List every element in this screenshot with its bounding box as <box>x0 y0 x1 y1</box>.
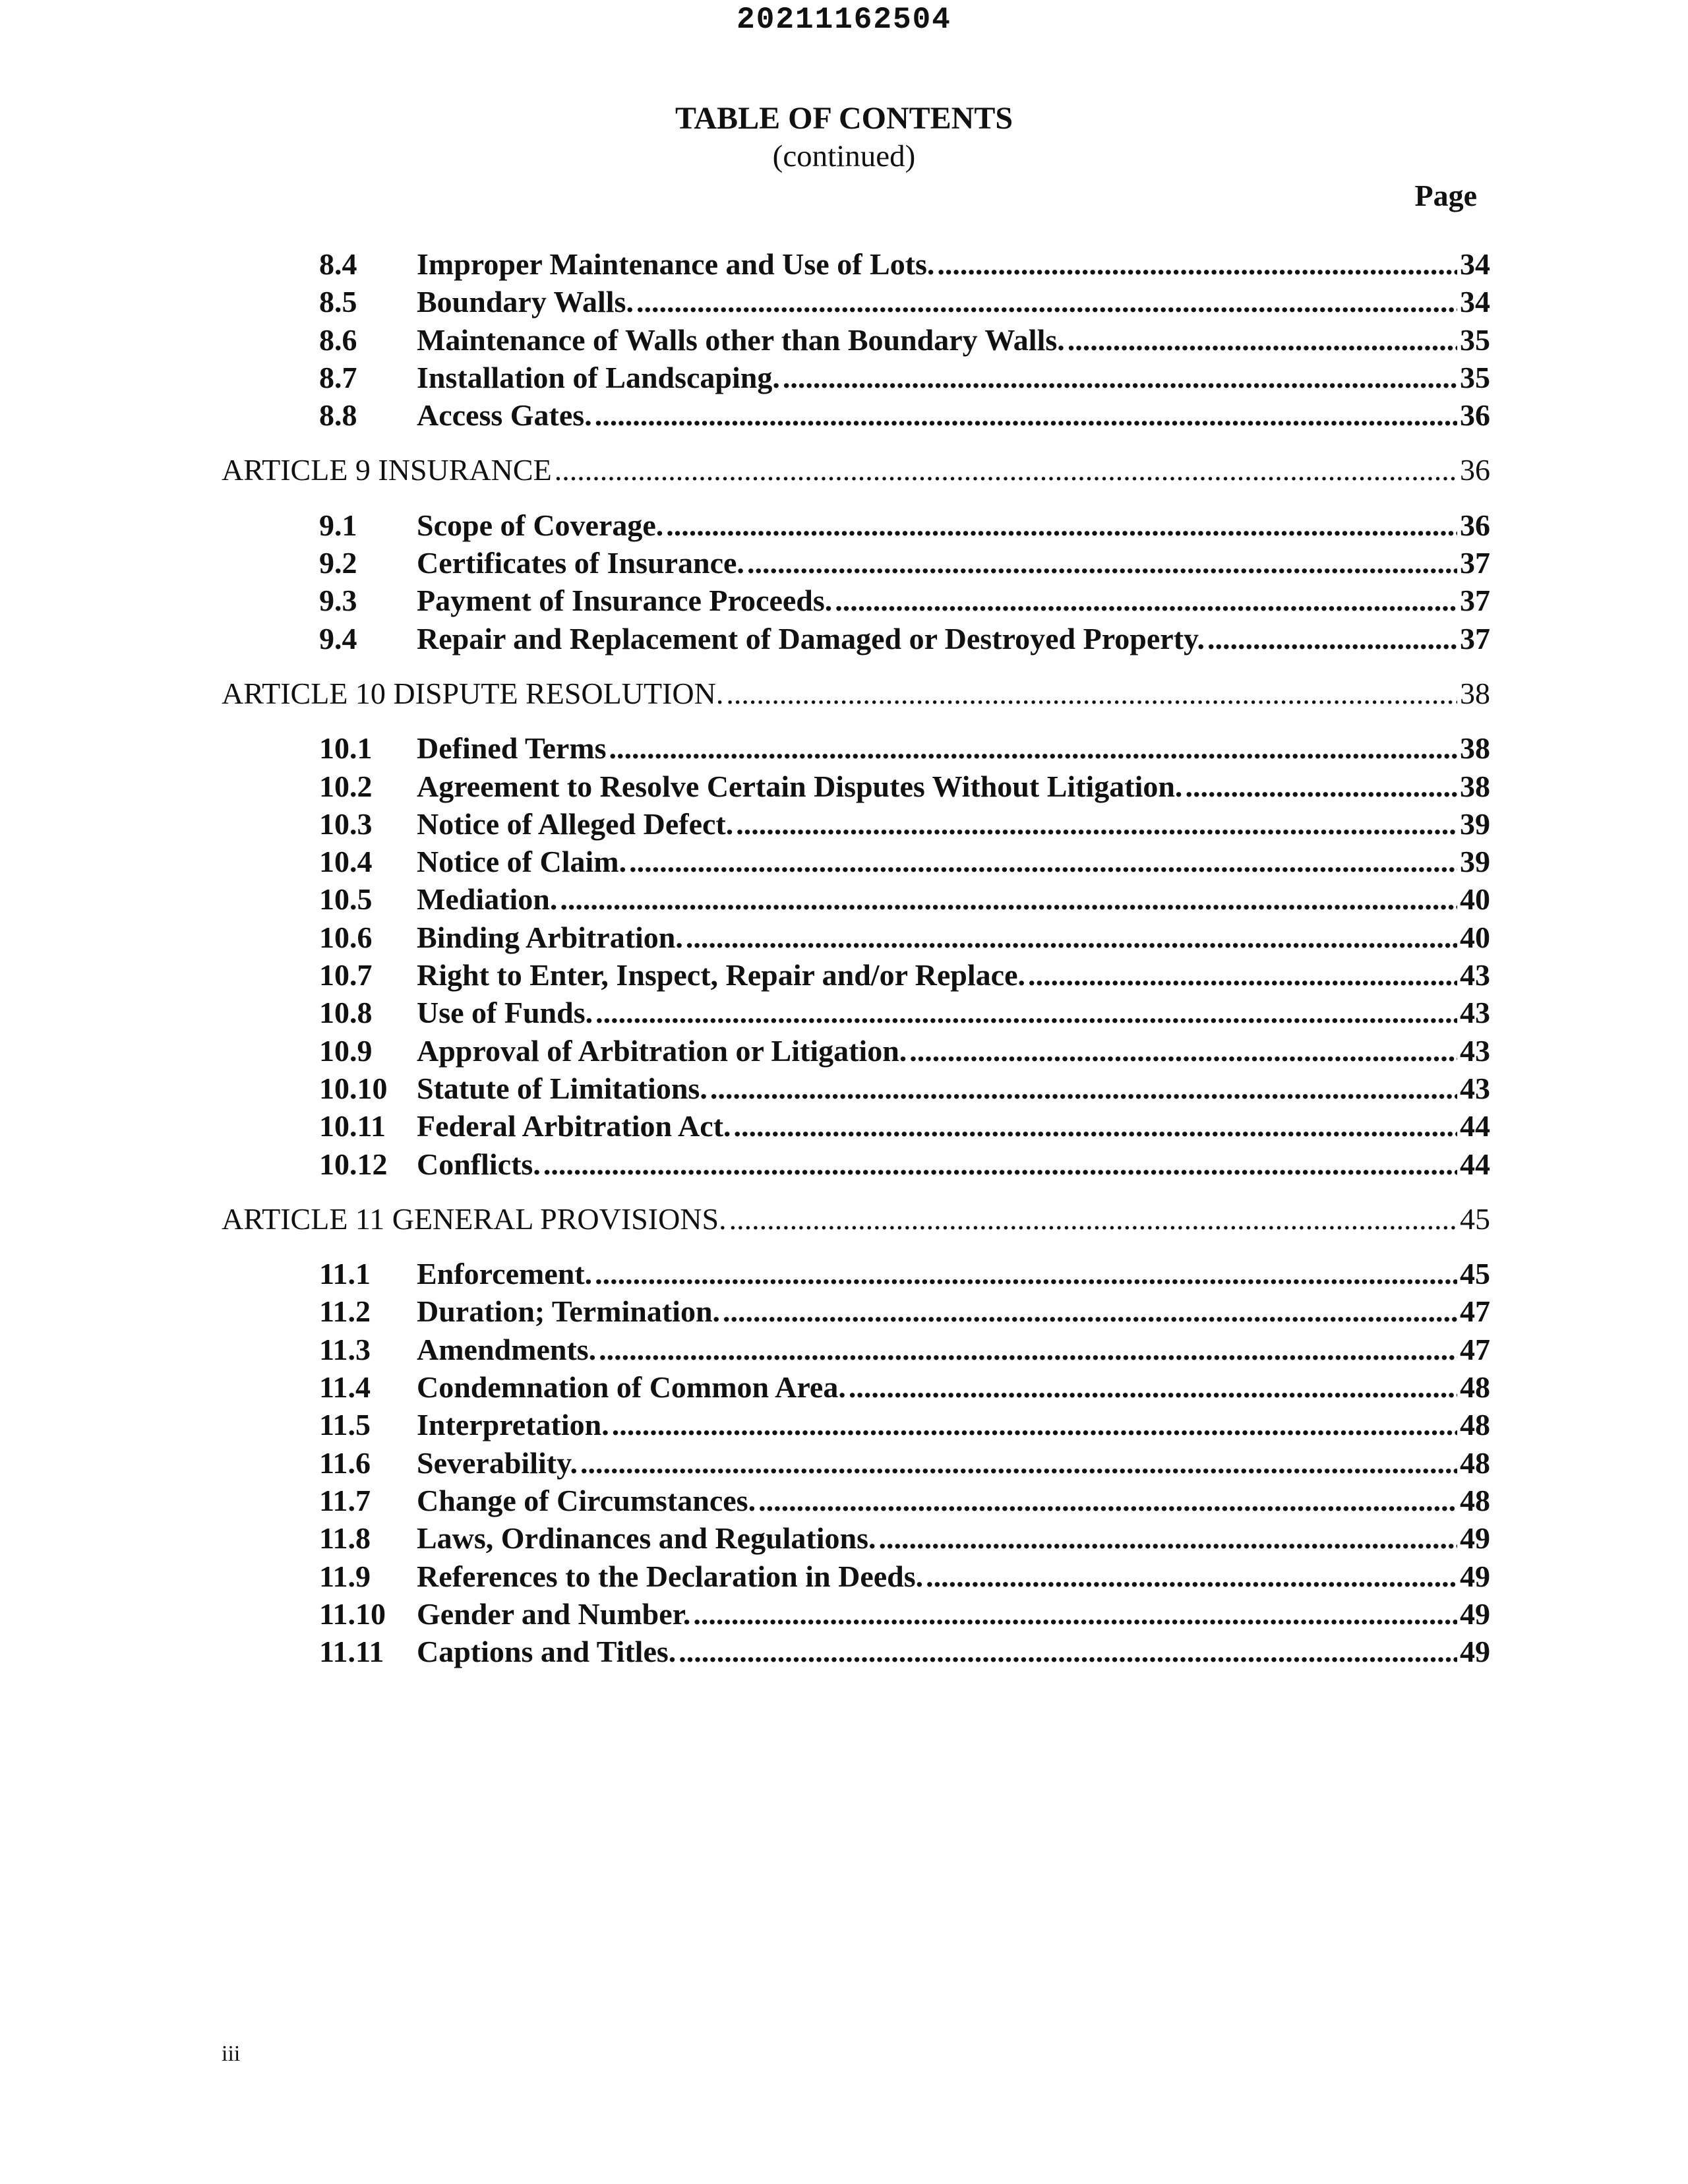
toc-entry-title: ARTICLE 10 DISPUTE RESOLUTION. <box>222 677 724 710</box>
toc-entry-page: 47 <box>1460 1333 1490 1366</box>
toc-entry-title: Use of Funds. <box>417 996 593 1029</box>
toc-article-entry[interactable] <box>222 1201 1490 1238</box>
toc-section-entry[interactable] <box>319 806 1490 843</box>
toc-article-entry[interactable] <box>222 675 1490 712</box>
dot-leader <box>909 1033 1457 1070</box>
dot-leader <box>609 730 1458 767</box>
toc-entry-page: 48 <box>1460 1446 1490 1480</box>
toc-entry-number: 8.8 <box>319 398 357 432</box>
toc-entry-page: 49 <box>1460 1597 1490 1631</box>
toc-section-entry[interactable] <box>319 1146 1490 1183</box>
toc-entry-number: 10.3 <box>319 807 373 841</box>
toc-entry-page: 47 <box>1460 1294 1490 1328</box>
toc-entry-number: 10.6 <box>319 921 373 954</box>
toc-entry-page: 40 <box>1460 921 1490 954</box>
toc-title: TABLE OF CONTENTS <box>675 101 1013 136</box>
toc-section-entry[interactable] <box>319 843 1490 880</box>
toc-section-entry[interactable] <box>319 1407 1490 1443</box>
toc-subtitle: (continued) <box>772 139 916 173</box>
toc-entry-page: 43 <box>1460 996 1490 1029</box>
toc-entry-number: 10.11 <box>319 1109 386 1143</box>
toc-section-entry[interactable] <box>319 1108 1490 1145</box>
toc-entry-page: 43 <box>1460 1072 1490 1105</box>
toc-entry-page: 39 <box>1460 807 1490 841</box>
toc-entry-page: 38 <box>1460 731 1490 765</box>
toc-entry-number: 9.2 <box>319 546 357 580</box>
toc-entry-page: 34 <box>1460 285 1490 318</box>
toc-entry-title: Scope of Coverage. <box>417 508 664 542</box>
toc-entry-number: 10.2 <box>319 770 373 803</box>
toc-entry-page: 39 <box>1460 845 1490 878</box>
toc-section-entry[interactable] <box>319 359 1490 396</box>
toc-entry-number: 11.3 <box>319 1333 371 1366</box>
toc-section-entry[interactable] <box>319 545 1490 582</box>
toc-entry-title: Right to Enter, Inspect, Repair and/or Replace. <box>417 958 1025 992</box>
toc-entry-title: Maintenance of Walls other than Boundary Walls. <box>417 323 1065 357</box>
toc-section-entry[interactable] <box>319 881 1490 918</box>
toc-entry-title: Access Gates. <box>417 398 592 432</box>
toc-entry-number: 8.5 <box>319 285 357 318</box>
toc-section-entry[interactable] <box>319 322 1490 359</box>
dot-leader <box>595 397 1457 434</box>
toc-entry-page: 43 <box>1460 1034 1490 1068</box>
toc-section-entry[interactable] <box>319 1033 1490 1070</box>
toc-section-entry[interactable] <box>319 1070 1490 1107</box>
toc-entry-title: Mediation. <box>417 882 558 916</box>
toc-entry-number: 10.10 <box>319 1072 388 1105</box>
toc-entry-title: Federal Arbitration Act. <box>417 1109 731 1143</box>
dot-leader <box>835 582 1457 619</box>
toc-entry-title: Repair and Replacement of Damaged or Destroyed Property. <box>417 622 1205 655</box>
toc-section-entry[interactable] <box>319 1445 1490 1482</box>
toc-article-entry[interactable] <box>222 452 1490 489</box>
page-column-header: Page <box>1414 179 1477 212</box>
toc-entry-title: Approval of Arbitration or Litigation. <box>417 1034 907 1068</box>
toc-entry-number: 11.10 <box>319 1597 386 1631</box>
toc-entry-title: References to the Declaration in Deeds. <box>417 1560 924 1593</box>
toc-entry-page: 48 <box>1460 1484 1490 1517</box>
dot-leader <box>783 359 1457 396</box>
dot-leader <box>636 284 1457 320</box>
dot-leader <box>723 1293 1457 1330</box>
dot-leader <box>937 246 1457 283</box>
toc-entry-title: Captions and Titles. <box>417 1635 677 1668</box>
toc-section-entry[interactable] <box>319 621 1490 657</box>
dot-leader <box>879 1520 1457 1557</box>
dot-leader <box>555 452 1457 489</box>
dot-leader <box>599 1331 1457 1368</box>
toc-entry-title: Improper Maintenance and Use of Lots. <box>417 247 935 281</box>
toc-entry-page: 36 <box>1460 453 1490 487</box>
toc-entry-title: Conflicts. <box>417 1147 541 1181</box>
toc-entry-page: 36 <box>1460 508 1490 542</box>
toc-entry-number: 10.9 <box>319 1034 373 1068</box>
dot-leader <box>543 1146 1457 1183</box>
toc-entry-title: Notice of Alleged Defect. <box>417 807 734 841</box>
dot-leader <box>1068 322 1457 359</box>
toc-entry-page: 45 <box>1460 1202 1490 1236</box>
dot-leader <box>729 1201 1457 1238</box>
dot-leader <box>1185 768 1457 805</box>
dot-leader <box>629 843 1457 880</box>
toc-section-entry[interactable] <box>319 1520 1490 1557</box>
dot-leader <box>926 1558 1457 1595</box>
toc-entry-title: Statute of Limitations. <box>417 1072 708 1105</box>
toc-entry-page: 38 <box>1460 770 1490 803</box>
toc-section-entry[interactable] <box>319 507 1490 544</box>
toc-section-entry[interactable] <box>319 284 1490 320</box>
toc-entry-number: 10.8 <box>319 996 373 1029</box>
toc-entry-number: 11.7 <box>319 1484 371 1517</box>
dot-leader <box>747 545 1457 582</box>
dot-leader <box>734 1108 1457 1145</box>
toc-section-entry[interactable] <box>319 397 1490 434</box>
toc-entry-title: Defined Terms <box>417 731 607 765</box>
toc-entry-number: 9.1 <box>319 508 357 542</box>
toc-entry-number: 10.7 <box>319 958 373 992</box>
toc-entry-page: 44 <box>1460 1147 1490 1181</box>
toc-section-entry[interactable] <box>319 1369 1490 1406</box>
toc-entry-number: 11.1 <box>319 1257 371 1290</box>
toc-entry-number: 11.11 <box>319 1635 384 1668</box>
dot-leader <box>595 994 1457 1031</box>
toc-entry-page: 49 <box>1460 1521 1490 1555</box>
toc-entry-title: ARTICLE 11 GENERAL PROVISIONS. <box>222 1202 727 1236</box>
toc-entry-page: 40 <box>1460 882 1490 916</box>
toc-entry-number: 8.4 <box>319 247 357 281</box>
toc-entry-number: 9.3 <box>319 584 357 617</box>
toc-entry-number: 10.4 <box>319 845 373 878</box>
dot-leader <box>1207 621 1457 657</box>
toc-entry-number: 8.6 <box>319 323 357 357</box>
toc-entry-title: Notice of Claim. <box>417 845 627 878</box>
toc-section-entry[interactable] <box>319 1558 1490 1595</box>
toc-entry-page: 38 <box>1460 677 1490 710</box>
toc-section-entry[interactable] <box>319 994 1490 1031</box>
toc-section-entry[interactable] <box>319 1331 1490 1368</box>
toc-entry-number: 11.5 <box>319 1408 371 1441</box>
toc-entry-title: Enforcement. <box>417 1257 593 1290</box>
toc-section-entry[interactable] <box>319 246 1490 283</box>
dot-leader <box>560 881 1457 918</box>
toc-entry-page: 48 <box>1460 1370 1490 1404</box>
toc-entry-number: 11.6 <box>319 1446 371 1480</box>
dot-leader <box>666 507 1457 544</box>
dot-leader <box>758 1482 1457 1519</box>
toc-entry-title: Amendments. <box>417 1333 597 1366</box>
toc-entry-page: 45 <box>1460 1257 1490 1290</box>
toc-entry-page: 48 <box>1460 1408 1490 1441</box>
toc-entry-title: Laws, Ordinances and Regulations. <box>417 1521 876 1555</box>
toc-section-entry[interactable] <box>319 957 1490 994</box>
toc-entry-number: 10.5 <box>319 882 373 916</box>
toc-section-entry[interactable] <box>319 1256 1490 1292</box>
toc-entry-page: 35 <box>1460 323 1490 357</box>
toc-entry-title: Payment of Insurance Proceeds. <box>417 584 833 617</box>
toc-section-entry[interactable] <box>319 1596 1490 1633</box>
toc-entry-title: Duration; Termination. <box>417 1294 721 1328</box>
toc-section-entry[interactable] <box>319 582 1490 619</box>
toc-entry-title: Severability. <box>417 1446 578 1480</box>
toc-entry-page: 37 <box>1460 584 1490 617</box>
toc-section-entry[interactable] <box>319 1482 1490 1519</box>
toc-entry-title: Interpretation. <box>417 1408 609 1441</box>
toc-entry-number: 8.7 <box>319 361 357 394</box>
toc-entry-number: 10.12 <box>319 1147 388 1181</box>
dot-leader <box>710 1070 1457 1107</box>
toc-entry-page: 36 <box>1460 398 1490 432</box>
toc-entry-title: Gender and Number. <box>417 1597 691 1631</box>
toc-entry-title: ARTICLE 9 INSURANCE <box>222 453 552 487</box>
recording-number: 20211162504 <box>737 3 951 37</box>
toc-entry-number: 11.4 <box>319 1370 371 1404</box>
dot-leader <box>580 1445 1457 1482</box>
dot-leader <box>686 919 1457 956</box>
toc-section-entry[interactable] <box>319 730 1490 767</box>
dot-leader <box>726 675 1457 712</box>
dot-leader <box>1028 957 1457 994</box>
toc-entry-title: Installation of Landscaping. <box>417 361 780 394</box>
toc-entry-title: Boundary Walls. <box>417 285 634 318</box>
toc-entry-number: 10.1 <box>319 731 373 765</box>
toc-entry-number: 11.9 <box>319 1560 371 1593</box>
toc-entry-number: 11.8 <box>319 1521 371 1555</box>
toc-entry-page: 37 <box>1460 622 1490 655</box>
toc-section-entry[interactable] <box>319 1293 1490 1330</box>
toc-entry-title: Certificates of Insurance. <box>417 546 744 580</box>
dot-leader <box>678 1633 1457 1670</box>
toc-entry-page: 49 <box>1460 1560 1490 1593</box>
toc-entry-page: 44 <box>1460 1109 1490 1143</box>
toc-section-entry[interactable] <box>319 1633 1490 1670</box>
toc-section-entry[interactable] <box>319 768 1490 805</box>
toc-entry-title: Binding Arbitration. <box>417 921 683 954</box>
toc-entry-number: 9.4 <box>319 622 357 655</box>
dot-leader <box>849 1369 1457 1406</box>
toc-entry-title: Condemnation of Common Area. <box>417 1370 846 1404</box>
toc-entry-page: 49 <box>1460 1635 1490 1668</box>
dot-leader <box>693 1596 1457 1633</box>
toc-entry-title: Change of Circumstances. <box>417 1484 756 1517</box>
toc-entry-number: 11.2 <box>319 1294 371 1328</box>
dot-leader <box>595 1256 1457 1292</box>
toc-entry-page: 35 <box>1460 361 1490 394</box>
dot-leader <box>612 1407 1457 1443</box>
toc-section-entry[interactable] <box>319 919 1490 956</box>
toc-entry-title: Agreement to Resolve Certain Disputes Without Litigation. <box>417 770 1183 803</box>
toc-entry-page: 43 <box>1460 958 1490 992</box>
toc-entry-page: 37 <box>1460 546 1490 580</box>
dot-leader <box>736 806 1457 843</box>
footer-page-number: iii <box>222 2042 241 2066</box>
toc-entry-page: 34 <box>1460 247 1490 281</box>
